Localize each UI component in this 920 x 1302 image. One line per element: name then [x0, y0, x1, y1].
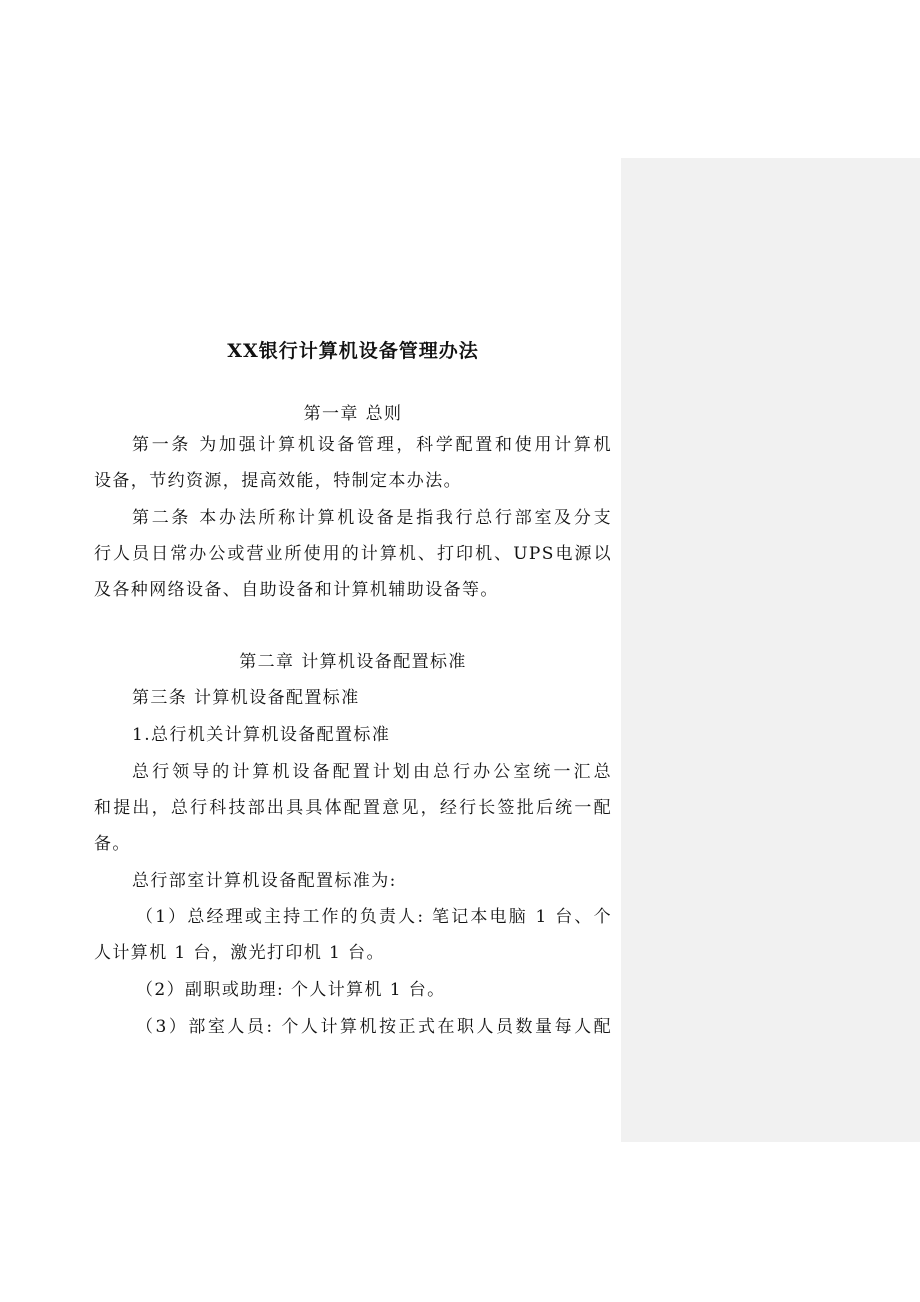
paragraph-1-line-2: 和提出，总行科技部出具具体配置意见，经行长签批后统一配 — [94, 798, 612, 818]
paragraph-1-line-3: 备。 — [94, 834, 131, 854]
paragraph-1-line-1: 总行领导的计算机设备配置计划由总行办公室统一汇总 — [132, 762, 612, 782]
sub-item-3-line-1: （3）部室人员: 个人计算机按正式在职人员数量每人配 — [136, 1017, 612, 1037]
sub-item-2: （2）副职或助理: 个人计算机 1 台。 — [136, 980, 446, 1000]
article-1-line-2: 设备，节约资源，提高效能，特制定本办法。 — [94, 471, 462, 491]
article-2-line-1: 第二条 本办法所称计算机设备是指我行总行部室及分支 — [132, 508, 612, 528]
item-1: 1.总行机关计算机设备配置标准 — [132, 725, 391, 745]
article-1-line-1: 第一条 为加强计算机设备管理，科学配置和使用计算机 — [132, 435, 612, 455]
document-title: XX银行计算机设备管理办法 — [227, 340, 479, 362]
paragraph-2: 总行部室计算机设备配置标准为: — [132, 871, 397, 891]
article-3: 第三条 计算机设备配置标准 — [132, 688, 360, 708]
article-2-line-2: 行人员日常办公或营业所使用的计算机、打印机、UPS电源以 — [94, 544, 612, 564]
chapter-1-heading: 第一章 总则 — [303, 404, 403, 424]
comment-margin-pane — [621, 158, 920, 1142]
article-2-line-3: 及各种网络设备、自助设备和计算机辅助设备等。 — [94, 580, 499, 600]
document-body — [94, 0, 612, 1302]
sub-item-1-line-2: 人计算机 1 台，激光打印机 1 台。 — [94, 943, 385, 963]
sub-item-1-line-1: （1）总经理或主持工作的负责人: 笔记本电脑 1 台、个 — [136, 907, 612, 927]
chapter-2-heading: 第二章 计算机设备配置标准 — [239, 652, 467, 672]
